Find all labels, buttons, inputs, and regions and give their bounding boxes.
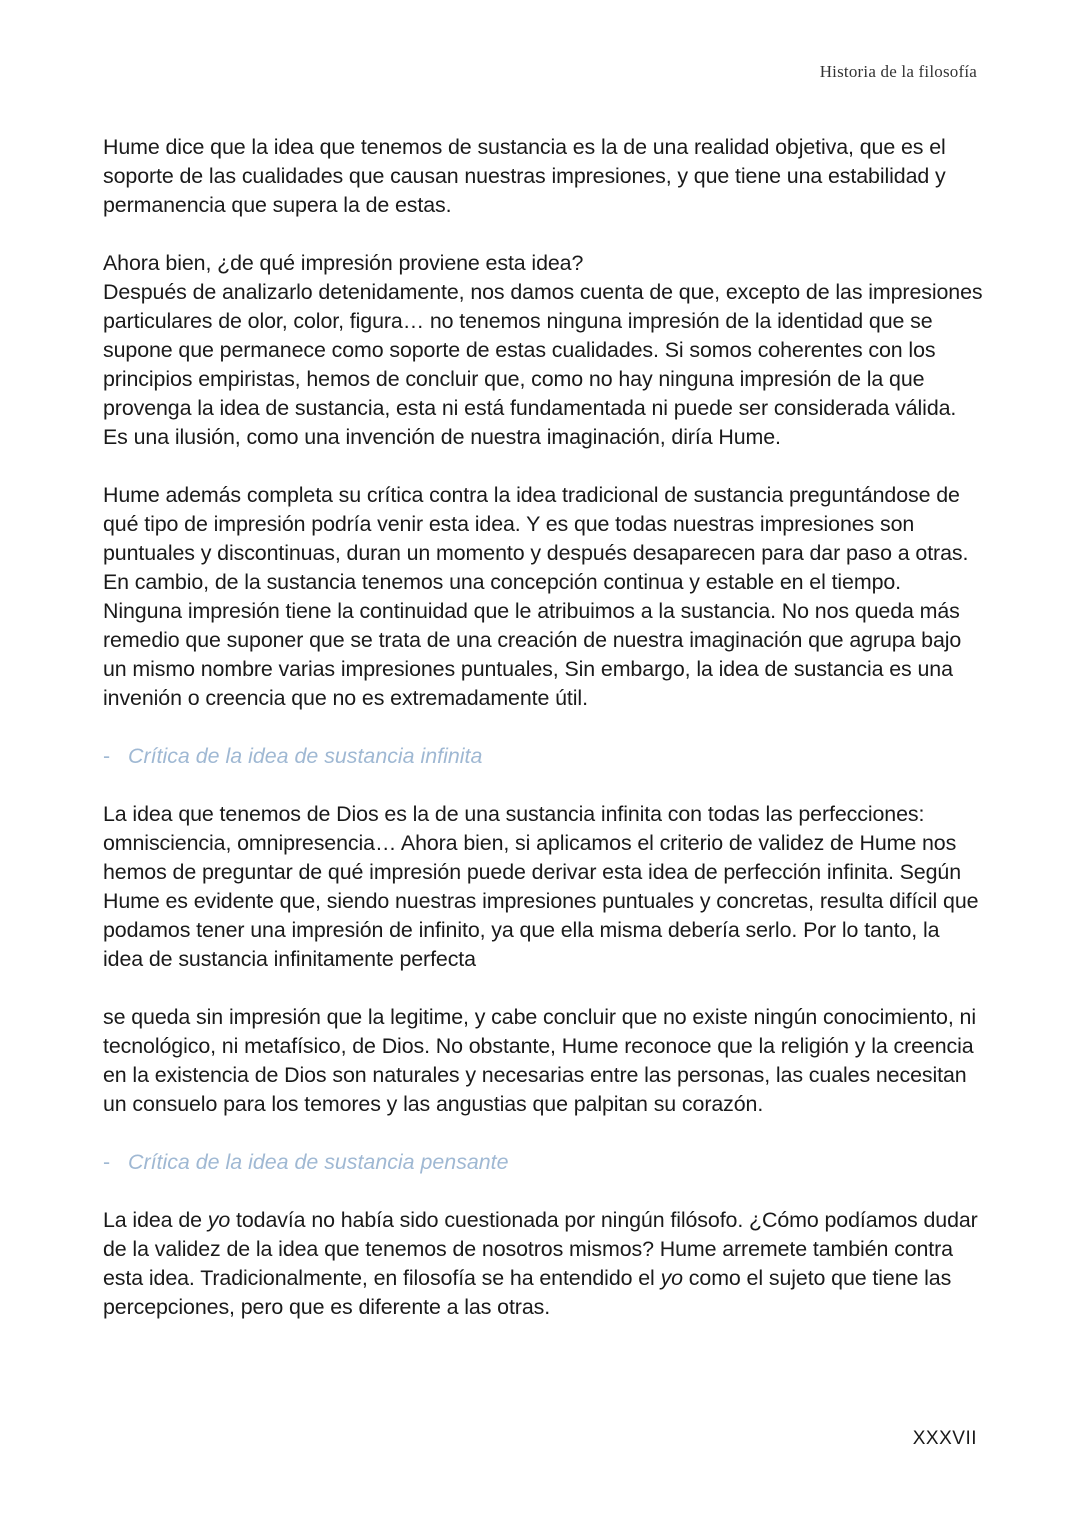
page-content: [103, 133, 983, 1322]
page-number: XXXVII: [912, 1428, 977, 1449]
section-heading-sustancia-pensante: [103, 1148, 983, 1177]
heading-text: Crítica de la idea de sustancia pensante: [128, 1150, 509, 1174]
running-header: Historia de la filosofía: [819, 62, 977, 81]
heading-bullet: -: [103, 1150, 111, 1174]
paragraph-pregunta: Ahora bien, ¿de qué impresión proviene esta idea?: [103, 251, 584, 275]
paragraph-analisis: Después de analizarlo detenidamente, nos damos cuenta de que, excepto de las impresiones particulares de olor, color, figura… no tenemos ninguna impresión de la identidad que se supone que permanece como soporte de estas cualidades. Si somos coherentes con los principios empiristas, hemos de concluir que, como no hay ninguna impresión de la que provenga la idea de sustancia, esta ni está fundamentada ni puede ser considerada válida. Es una ilusión, como una invención de nuestra imaginación, diría Hume.: [103, 280, 983, 449]
text-run: todavía no había sido cuestionada por ningún filósofo. ¿Cómo podíamos dudar de la validez de la idea que tenemos de nosotros mismos? Hume arremete también contra esta idea. Tradicionalmente, en filosofía se ha entendido el: [103, 1208, 978, 1290]
text-run: La idea de: [103, 1208, 208, 1232]
paragraph-yo: [103, 1206, 983, 1322]
section-heading-sustancia-infinita: [103, 742, 983, 771]
emphasis-yo: yo: [207, 1208, 231, 1232]
heading-bullet: -: [103, 744, 111, 768]
paragraph-dios: La idea que tenemos de Dios es la de una sustancia infinita con todas las perfecciones: omnisciencia, omnipresencia… Ahora bien, si aplicamos el criterio de validez de Hume nos hemos de preguntar de qué impresión puede derivar esta idea de perfección infinita. Según Hume es evidente que, siendo nuestras impresiones puntuales y concretas, resulta difícil que podamos tener una impresión de infinito, ya que ella misma debería serlo. Por lo tanto, la idea de sustancia infinitamente perfecta: [103, 802, 979, 971]
text-run: como el sujeto que tiene las percepciones, pero que es diferente a las otras.: [103, 1266, 952, 1319]
heading-text: Crítica de la idea de sustancia infinita: [128, 744, 483, 768]
emphasis-yo: yo: [660, 1266, 683, 1290]
paragraph-critica-tradicional: Hume además completa su crítica contra la idea tradicional de sustancia preguntándose de qué tipo de impresión podría venir esta idea. Y es que todas nuestras impresiones son puntuales y discontinuas, duran un momento y después desaparecen para dar paso a otras. En cambio, de la sustancia tenemos una concepción continua y estable en el tiempo. Ninguna impresión tiene la continuidad que le atribuimos a la sustancia. No nos queda más remedio que suponer que se trata de una creación de nuestra imaginación que agrupa bajo un mismo nombre varias impresiones puntuales, Sin embargo, la idea de sustancia es una invenión o creencia que no es extremadamente útil.: [103, 483, 969, 710]
paragraph-sustancia-definicion: Hume dice que la idea que tenemos de sustancia es la de una realidad objetiva, que es el soporte de las cualidades que causan nuestras impresiones, y que tiene una estabilidad y permanencia que supera la de estas.: [103, 135, 946, 217]
paragraph-religion: se queda sin impresión que la legitime, y cabe concluir que no existe ningún conocimiento, ni tecnológico, ni metafísico, de Dios. No obstante, Hume reconoce que la religión y la creencia en la existencia de Dios son naturales y necesarias entre las personas, las cuales necesitan un consuelo para los temores y las angustias que palpitan su corazón.: [103, 1005, 976, 1116]
